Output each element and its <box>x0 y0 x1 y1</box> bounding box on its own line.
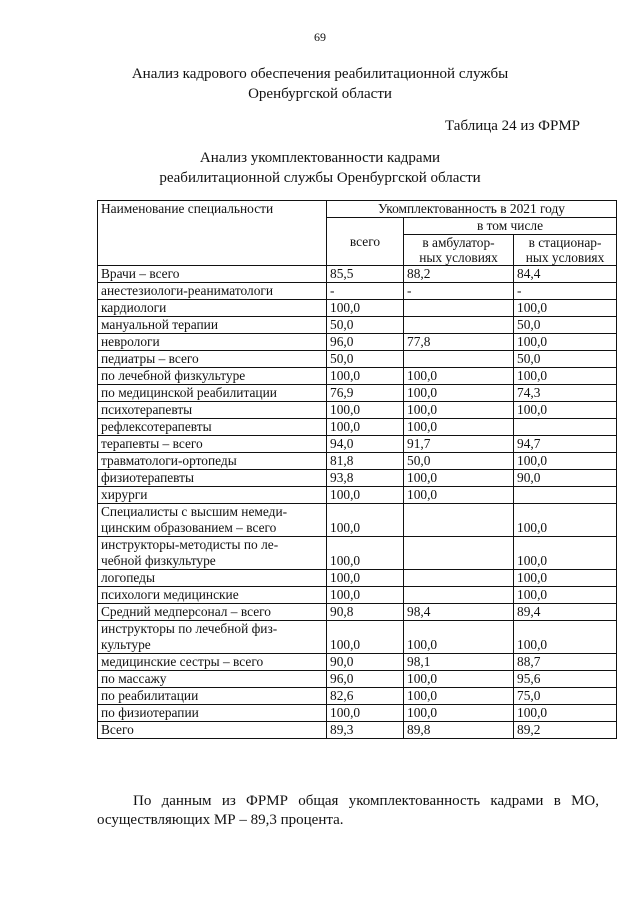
total-value: 96,0 <box>327 334 404 351</box>
header-specialty: Наименование специальности <box>98 201 327 266</box>
specialty-name <box>98 587 327 604</box>
inpatient-value <box>514 487 617 504</box>
total-value: 96,0 <box>327 671 404 688</box>
specialty-name <box>98 604 327 621</box>
table-row <box>98 419 617 436</box>
table-row <box>98 705 617 722</box>
specialty-name-line-1: психологи медицинские <box>101 587 239 602</box>
header-inpatient-line-2: ных условиях <box>525 250 605 265</box>
table-row <box>98 537 617 570</box>
specialty-name-line-1: кардиологи <box>101 300 167 315</box>
specialty-name <box>98 402 327 419</box>
inpatient-value: 74,3 <box>514 385 617 402</box>
specialty-name-line-1: педиатры – всего <box>101 351 199 366</box>
outpatient-value: 100,0 <box>404 385 514 402</box>
inpatient-value: 50,0 <box>514 351 617 368</box>
total-value: 89,3 <box>327 722 404 739</box>
table-row <box>98 368 617 385</box>
table-row <box>98 453 617 470</box>
outpatient-value: 88,2 <box>404 266 514 283</box>
specialty-name-line-1: мануальной терапии <box>101 317 218 332</box>
inpatient-value: 100,0 <box>514 570 617 587</box>
table-row <box>98 722 617 739</box>
total-value: 100,0 <box>327 621 404 654</box>
specialty-name-line-1: по массажу <box>101 671 167 686</box>
specialty-name-line-2: чебной физкультуре <box>101 553 216 568</box>
specialty-name-line-1: терапевты – всего <box>101 436 203 451</box>
document-title-line-1: Анализ кадрового обеспечения реабилитационной службы <box>131 66 509 82</box>
inpatient-value: 75,0 <box>514 688 617 705</box>
total-value: 100,0 <box>327 419 404 436</box>
header-inpatient-line-1: в стационар- <box>528 235 602 250</box>
header-outpatient-line-1: в амбулатор- <box>422 235 495 250</box>
table-row <box>98 671 617 688</box>
specialty-name <box>98 688 327 705</box>
table-row <box>98 587 617 604</box>
specialty-name <box>98 283 327 300</box>
inpatient-value: 94,7 <box>514 436 617 453</box>
specialty-name-line-1: по реабилитации <box>101 688 199 703</box>
outpatient-value: 100,0 <box>404 621 514 654</box>
footer-text: По данным из ФРМР общая укомплектованность кадрами в МО, осуществляющих МР – 89,3 процента. <box>97 793 599 828</box>
specialty-name <box>98 654 327 671</box>
table-title <box>0 148 640 188</box>
table-row <box>98 504 617 537</box>
outpatient-value <box>404 317 514 334</box>
total-value: 100,0 <box>327 587 404 604</box>
specialty-name-line-1: неврологи <box>101 334 160 349</box>
specialty-name-line-1: Всего <box>101 722 134 737</box>
specialty-name-line-1: травматологи-ортопеды <box>101 453 237 468</box>
header-total: всего <box>327 218 404 266</box>
outpatient-value: 100,0 <box>404 671 514 688</box>
specialty-name <box>98 504 327 537</box>
specialty-name-line-1: Врачи – всего <box>101 266 180 281</box>
inpatient-value: 100,0 <box>514 300 617 317</box>
inpatient-value: 100,0 <box>514 402 617 419</box>
total-value: 81,8 <box>327 453 404 470</box>
total-value: 100,0 <box>327 368 404 385</box>
table-row <box>98 334 617 351</box>
table-row <box>98 402 617 419</box>
specialty-name-line-1: психотерапевты <box>101 402 193 417</box>
total-value: 50,0 <box>327 351 404 368</box>
specialty-name-line-1: инструкторы-методисты по ле- <box>101 537 279 552</box>
outpatient-value <box>404 570 514 587</box>
specialty-name-line-1: по физиотерапии <box>101 705 199 720</box>
inpatient-value: 90,0 <box>514 470 617 487</box>
specialty-name <box>98 334 327 351</box>
inpatient-value: 100,0 <box>514 621 617 654</box>
specialty-name <box>98 570 327 587</box>
specialty-name <box>98 351 327 368</box>
outpatient-value <box>404 351 514 368</box>
outpatient-value: 89,8 <box>404 722 514 739</box>
specialty-name <box>98 621 327 654</box>
total-value: 90,0 <box>327 654 404 671</box>
total-value: 100,0 <box>327 705 404 722</box>
total-value: 93,8 <box>327 470 404 487</box>
inpatient-value: 100,0 <box>514 587 617 604</box>
header-including: в том числе <box>404 218 617 235</box>
header-outpatient-line-2: ных условиях <box>419 250 498 265</box>
specialty-name-line-2: цинским образованием – всего <box>101 520 277 535</box>
total-value: 85,5 <box>327 266 404 283</box>
specialty-name <box>98 453 327 470</box>
outpatient-value: 91,7 <box>404 436 514 453</box>
inpatient-value: 50,0 <box>514 317 617 334</box>
outpatient-value: 77,8 <box>404 334 514 351</box>
total-value: 100,0 <box>327 537 404 570</box>
outpatient-value: 100,0 <box>404 419 514 436</box>
inpatient-value: - <box>514 283 617 300</box>
outpatient-value <box>404 504 514 537</box>
table-row <box>98 621 617 654</box>
specialty-name-line-1: инструкторы по лечебной физ- <box>101 621 278 636</box>
specialty-name-line-1: медицинские сестры – всего <box>101 654 264 669</box>
specialty-name <box>98 671 327 688</box>
table-row <box>98 385 617 402</box>
outpatient-value: 100,0 <box>404 402 514 419</box>
specialty-name <box>98 385 327 402</box>
total-value: - <box>327 283 404 300</box>
staffing-table <box>97 200 617 739</box>
specialty-name <box>98 300 327 317</box>
table-row <box>98 436 617 453</box>
total-value: 50,0 <box>327 317 404 334</box>
outpatient-value <box>404 587 514 604</box>
specialty-name <box>98 368 327 385</box>
outpatient-value <box>404 300 514 317</box>
outpatient-value: 100,0 <box>404 470 514 487</box>
specialty-name <box>98 317 327 334</box>
specialty-name <box>98 487 327 504</box>
outpatient-value: - <box>404 283 514 300</box>
inpatient-value: 89,4 <box>514 604 617 621</box>
outpatient-value: 100,0 <box>404 487 514 504</box>
table-row <box>98 570 617 587</box>
inpatient-value: 89,2 <box>514 722 617 739</box>
total-value: 100,0 <box>327 300 404 317</box>
specialty-name-line-1: анестезиологи-реаниматологи <box>101 283 274 298</box>
total-value: 100,0 <box>327 487 404 504</box>
table-row <box>98 283 617 300</box>
outpatient-value: 100,0 <box>404 368 514 385</box>
table-row <box>98 351 617 368</box>
specialty-name-line-1: логопеды <box>101 570 155 585</box>
header-staffing: Укомплектованность в 2021 году <box>327 201 617 218</box>
total-value: 100,0 <box>327 402 404 419</box>
specialty-name-line-1: рефлексотерапевты <box>101 419 212 434</box>
outpatient-value: 98,4 <box>404 604 514 621</box>
inpatient-value: 88,7 <box>514 654 617 671</box>
specialty-name <box>98 705 327 722</box>
total-value: 76,9 <box>327 385 404 402</box>
total-value: 94,0 <box>327 436 404 453</box>
inpatient-value <box>514 419 617 436</box>
specialty-name-line-1: по медицинской реабилитации <box>101 385 277 400</box>
table-title-line-2: реабилитационной службы Оренбургской области <box>159 170 481 186</box>
specialty-name-line-1: физиотерапевты <box>101 470 195 485</box>
inpatient-value: 100,0 <box>514 504 617 537</box>
header-row <box>98 201 617 218</box>
page-number: 69 <box>314 30 326 44</box>
outpatient-value: 100,0 <box>404 705 514 722</box>
specialty-name-line-1: Специалисты с высшим немеди- <box>101 504 288 519</box>
table-row <box>98 266 617 283</box>
inpatient-value: 100,0 <box>514 368 617 385</box>
table-row <box>98 300 617 317</box>
outpatient-value: 100,0 <box>404 688 514 705</box>
table-row <box>98 470 617 487</box>
table-row <box>98 688 617 705</box>
header-inpatient <box>514 235 617 266</box>
inpatient-value: 84,4 <box>514 266 617 283</box>
outpatient-value: 50,0 <box>404 453 514 470</box>
table-row <box>98 604 617 621</box>
inpatient-value: 100,0 <box>514 537 617 570</box>
table-row <box>98 487 617 504</box>
document-title-line-2: Оренбургской области <box>248 86 392 102</box>
inpatient-value: 95,6 <box>514 671 617 688</box>
total-value: 100,0 <box>327 504 404 537</box>
total-value: 90,8 <box>327 604 404 621</box>
specialty-name <box>98 722 327 739</box>
inpatient-value: 100,0 <box>514 334 617 351</box>
table-reference: Таблица 24 из ФРМР <box>445 118 580 134</box>
document-title <box>0 64 640 104</box>
specialty-name <box>98 419 327 436</box>
outpatient-value: 98,1 <box>404 654 514 671</box>
table-row <box>98 654 617 671</box>
table-body <box>98 266 617 739</box>
table-row <box>98 317 617 334</box>
header-outpatient <box>404 235 514 266</box>
inpatient-value: 100,0 <box>514 453 617 470</box>
specialty-name-line-1: Средний медперсонал – всего <box>101 604 271 619</box>
specialty-name-line-1: хирурги <box>101 487 148 502</box>
outpatient-value <box>404 537 514 570</box>
specialty-name-line-2: культуре <box>101 637 151 652</box>
inpatient-value: 100,0 <box>514 705 617 722</box>
table-title-line-1: Анализ укомплектованности кадрами <box>199 150 441 166</box>
specialty-name-line-1: по лечебной физкультуре <box>101 368 246 383</box>
specialty-name <box>98 537 327 570</box>
total-value: 82,6 <box>327 688 404 705</box>
total-value: 100,0 <box>327 570 404 587</box>
specialty-name <box>98 470 327 487</box>
specialty-name <box>98 266 327 283</box>
specialty-name <box>98 436 327 453</box>
